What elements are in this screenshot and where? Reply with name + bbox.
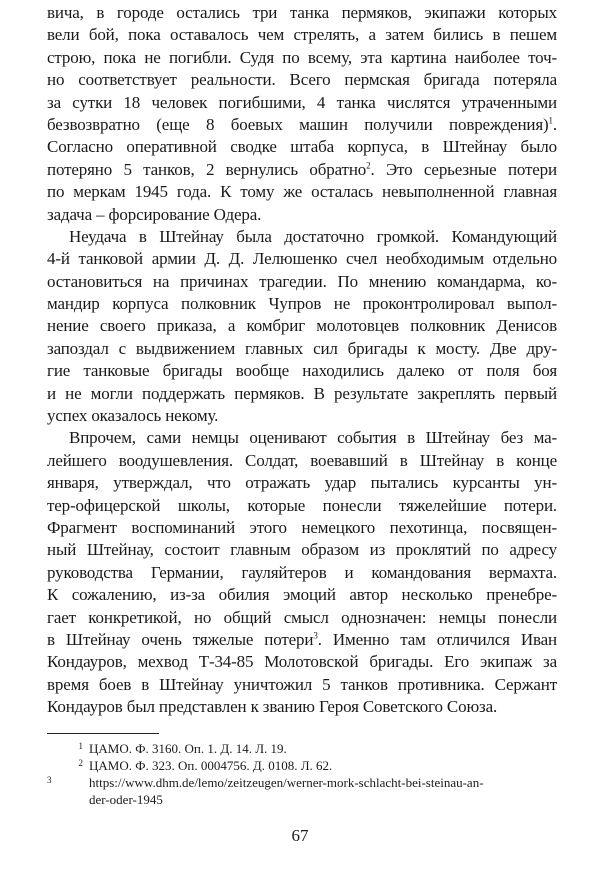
text-line-content: января, утверждал, что отражать удар пытались курсанты ун- [47,473,557,493]
footnote [47,791,557,808]
text-line [47,562,557,584]
text-line [47,248,557,270]
text-line-content: строю, пока не погибли. Судя по всему, эта картина наиболее точ- [47,47,557,67]
text-line-content: лейшего воодушевления. Солдат, воевавший в Штейнау в конце [47,450,557,470]
text-line [47,114,557,136]
footnote-number: 1 [78,741,83,751]
footnote-link[interactable]: https://www.dhm.de/lemo/zeitzeugen/werner-mork-schlacht-bei-steinau-an- [89,775,484,790]
text-line-content: мандир корпуса полковник Чупров не проконтролировал выпол- [47,294,557,314]
text-line-content: безвозвратно (еще 8 боевых машин получили повреждения) [47,114,549,134]
text-line-tail: . Именно там отличился Иван [317,629,557,649]
footnote-ref[interactable]: 1 [548,115,553,126]
text-line [47,360,557,382]
text-line-tail: . Это серьезные потери [370,159,557,179]
text-line [47,427,557,449]
text-line-content: 4-й танковой армии Д. Д. Лелюшенко счел необходимым отдельно [47,249,557,269]
text-line-content: К сожалению, из-за обилия эмоций автор несколько пренебре- [47,585,557,605]
text-line-content: Неудача в Штейнау была достаточно громкой. Командующий [69,226,557,246]
text-line [47,539,557,561]
text-line-content: время боев в Штейнау уничтожил 5 танков противника. Сержант [47,674,557,694]
footnote-ref[interactable]: 2 [366,160,371,171]
text-line [47,136,557,158]
text-line-content: потеряно 5 танков, 2 вернулись обратно [47,159,367,179]
text-line [47,92,557,114]
text-line [47,271,557,293]
text-line [47,181,557,203]
text-line [47,226,557,248]
text-line-content: ный Штейнау, состоит главным образом из проклятий по адресу [47,540,557,560]
text-line [47,293,557,315]
text-line [47,338,557,360]
text-line [47,204,557,226]
text-line-content: тер-офицерской школы, которые понесли тяжелейшие потери. [47,495,557,515]
text-line [47,405,557,427]
text-line-content: вели бой, пока оставалось чем стрелять, а затем бились в пешем [47,25,557,45]
text-line [47,159,557,181]
text-line-content: в Штейнау очень тяжелые потери [47,629,314,649]
text-line-content: нение своего приказа, а комбриг молотовцев полковник Денисов [47,316,557,336]
footnote [47,757,557,774]
text-line [47,315,557,337]
page-number: 67 [291,826,309,845]
text-line-content: гает конкретикой, но общий смысл однозначен: немцы понесли [47,607,557,627]
text-line-content: гие танковые бригады вообще находились далеко от поля боя [47,361,557,381]
text-line [47,651,557,673]
text-line [47,517,557,539]
text-line-content: Согласно оперативной сводке штаба корпуса, в Штейнау было [47,137,557,157]
text-line-tail: . [552,114,557,134]
text-line-content: по меркам 1945 года. К тому же осталась невыполненной главная [47,182,557,202]
body-text [47,2,557,719]
text-line [47,69,557,91]
text-line [47,24,557,46]
text-line-content: задача – форсирование Одера. [47,204,262,224]
text-line [47,383,557,405]
text-line-content: руководства Германии, гауляйтеров и командования вермахта. [47,562,557,582]
text-line-content: вича, в городе остались три танка пермяков, экипажи которых [47,3,557,22]
text-line-content: Впрочем, сами немцы оценивают события в Штейнау без ма- [69,428,557,448]
text-line [47,674,557,696]
text-line [47,47,557,69]
text-line-content: успех оказалось некому. [47,406,219,426]
footnote-link[interactable]: der-oder-1945 [89,792,163,807]
text-line [47,472,557,494]
text-line-content: Кондауров был представлен к званию Героя Советского Союза. [47,697,498,717]
text-line-content: за сутки 18 человек погибшими, 4 танка числятся утраченными [47,92,557,112]
text-line [47,584,557,606]
footnote-separator [47,733,159,734]
footnote-number: 2 [78,758,83,768]
text-line [47,696,557,718]
text-line [47,629,557,651]
text-line-content: Кондауров, мехвод Т-34-85 Молотовской бригады. Его экипаж за [47,652,557,672]
text-line [47,495,557,517]
text-line-content: и не могли поддержать пермяков. В результате закреплять первый [47,383,557,403]
text-line-content: запоздал с выдвижением главных сил бригады к мосту. Две дру- [47,338,557,358]
text-line-content: остановиться на причинах трагедии. По мнению командарма, ко- [47,271,557,291]
text-line [47,2,557,24]
text-line [47,450,557,472]
footnote [47,740,557,757]
text-line-content: Фрагмент воспоминаний этого немецкого пехотинца, посвящен- [47,517,557,537]
text-line-content: но соответствует реальности. Всего пермская бригада потеряла [47,70,557,90]
footnote [47,774,557,791]
footnote-ref[interactable]: 3 [313,630,318,641]
footnote-text: ЦАМО. Ф. 3160. Оп. 1. Д. 14. Л. 19. [89,741,287,756]
footnote-number: 3 [47,775,52,785]
text-line [47,607,557,629]
footnote-text: ЦАМО. Ф. 323. Оп. 0004756. Д. 0108. Л. 62. [89,758,333,773]
footnotes [47,740,557,808]
